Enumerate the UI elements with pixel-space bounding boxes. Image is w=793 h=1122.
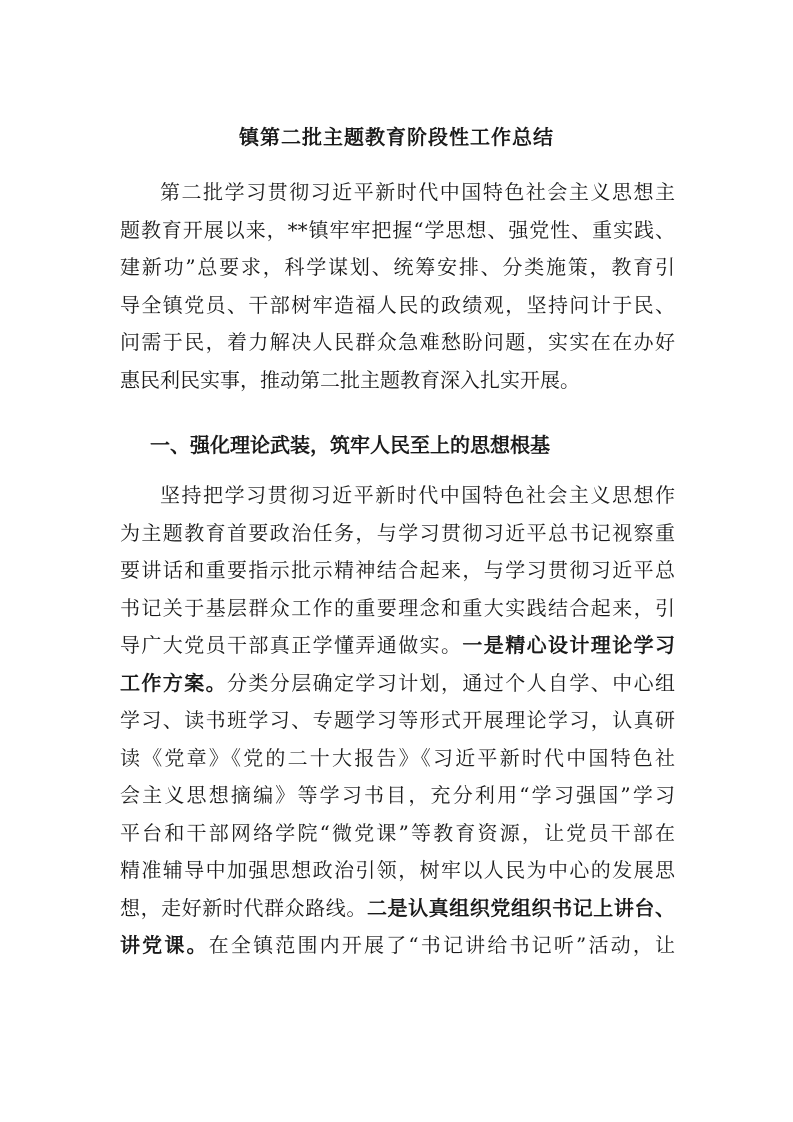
line-text: 要讲话和重要指示批示精神结合起来，与学习贯彻习近平总 [120,558,675,582]
paragraph-line [120,890,675,928]
line-text: 导广大党员干部真正学懂弄通做实。 [120,633,463,657]
paragraph-line [120,777,675,815]
line-text: 平台和干部网络学院“微党课”等教育资源，让党员干部在 [120,820,675,845]
paragraph-line: 第二批学习贯彻习近平新时代中国特色社会主义思想主 [160,180,675,204]
paragraph-line [120,740,675,778]
line-text: 分类分层确定学习计划，通过个人自学、中心组 [227,670,675,695]
paragraph-line [120,702,675,740]
paragraph-line [120,815,675,853]
line-text: 为主题教育首要政治任务，与学习贯彻习近平总书记视察重 [120,520,675,545]
paragraph-line [120,627,675,665]
section-paragraph [120,477,675,965]
paragraph-line: 题教育开展以来，**镇牢牢把握“学思想、强党性、重实践、 [120,217,675,242]
line-text: 会主义思想摘编》等学习书目，充分利用“学习强国”学习 [120,783,675,807]
paragraph-line: 建新功”总要求，科学谋划、统筹安排、分类施策，教育引 [120,255,675,279]
bold-point: 一是精心设计理论学习 [462,633,675,657]
paragraph-line: 问需于民，着力解决人民群众急难愁盼问题，实实在在办好 [120,330,675,354]
line-text: 想，走好新时代群众路线。 [120,895,367,920]
line-text: 在全镇范围内开展了“书记讲给书记听”活动，让 [208,933,675,957]
paragraph-line: 惠民利民实事，推动第二批主题教育深入扎实开展。 [120,367,580,392]
paragraph-line: 导全镇党员、干部树牢造福人民的政绩观，坚持问计于民、 [120,292,675,317]
paragraph-line [120,665,675,703]
paragraph-line [120,927,675,965]
paragraph-line [120,552,675,590]
paragraph-line [120,590,675,628]
document-title: 镇第二批主题教育阶段性工作总结 [239,125,554,149]
bold-point: 工作方案。 [120,670,227,695]
paragraph-line [120,477,675,515]
line-text: 学习、读书班学习、专题学习等形式开展理论学习，认真研 [120,708,675,732]
line-text: 读《党章》《党的二十大报告》《习近平新时代中国特色社 [120,745,675,770]
line-text: 坚持把学习贯彻习近平新时代中国特色社会主义思想作 [160,483,675,507]
line-text: 精准辅导中加强思想政治引领，树牢以人民为中心的发展思 [120,858,675,882]
section-heading: 一、强化理论武装，筑牢人民至上的思想根基 [150,433,550,457]
line-text: 书记关于基层群众工作的重要理念和重大实践结合起来，引 [120,595,675,620]
bold-point: 讲党课。 [120,933,209,957]
paragraph-line [120,852,675,890]
paragraph-line [120,515,675,553]
bold-point: 二是认真组织党组织书记上讲台、 [366,895,675,920]
intro-paragraph [120,174,675,399]
